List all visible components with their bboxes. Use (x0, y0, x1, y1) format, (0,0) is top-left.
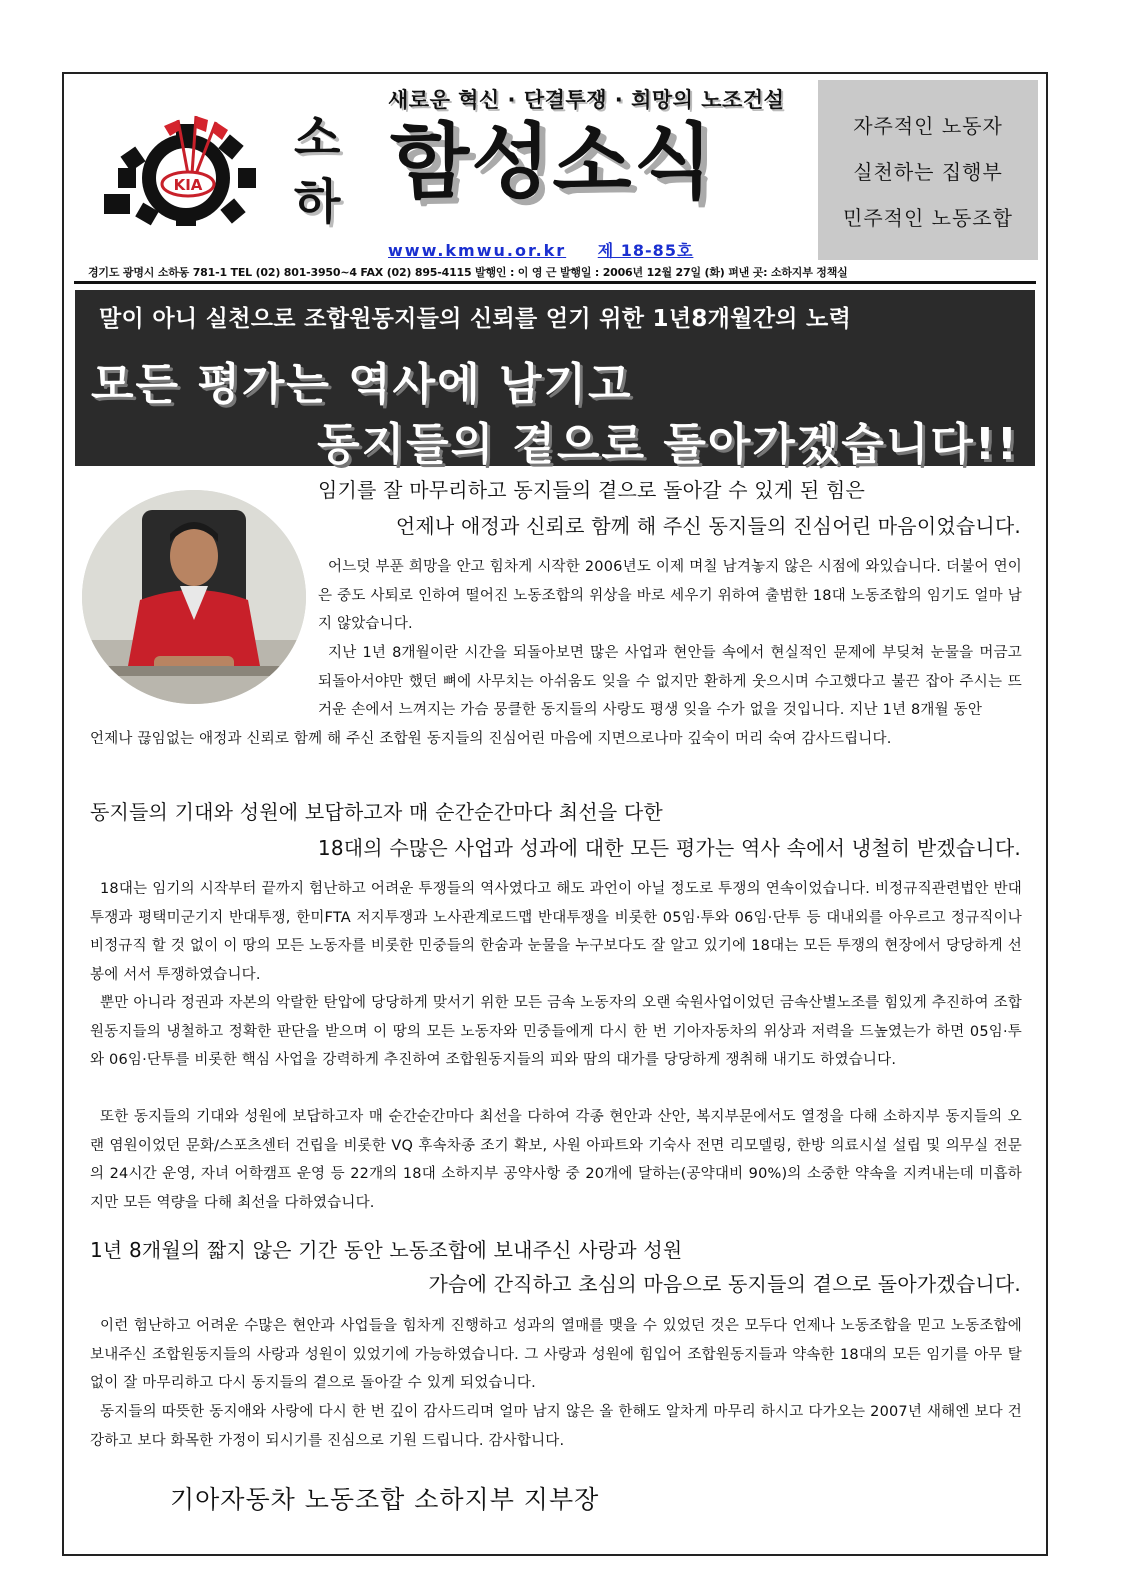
union-logo-gear-icon (104, 110, 256, 226)
motto-box (818, 80, 1038, 260)
section-1-paragraph: 언제나 끊임없는 애정과 신뢰로 함께 해 주신 조합원 동지들의 진심어린 마음에 지면으로나마 깊숙이 머리 숙여 감사드립니다. (90, 730, 892, 747)
newsletter-title: 함성소식 (390, 115, 715, 210)
url-issue-line (388, 238, 693, 261)
section-3-paragraph: 동지들의 따뜻한 동지애와 사랑에 다시 한 번 깊이 감사드리며 얼마 남지 않은 올 한해도 알차게 마무리 하시고 다가오는 2007년 새해엔 보다 건강하고 보다 화목한 가정이 되시기를 진심으로 기원 드립니다. 감사합니다. (90, 1404, 1022, 1449)
signature: 기아자동차 노동조합 소하지부 지부장 (170, 1485, 600, 1514)
section-1-paragraph-wrap: 지난 1년 8개월이란 시간을 되돌아보면 많은 사업과 현안들 속에서 현실적인 문제에 부딪쳐 눈물을 머금고 되돌아서야만 했던 뼈에 사무치는 아쉬움도 잊을 수 없지만 환하게 웃으시며 수고했다고 불끈 잡아 주시는 뜨거운 손에서 느껴지는 가슴 뭉클한 동지들의 사랑도 평생 잊을 수가 없을 것입니다. 지난 1년 8개월 동안 (318, 645, 1022, 718)
issue-number: 제 18-85호 (597, 241, 694, 260)
banner-subtitle: 말이 아니 실천으로 조합원동지들의 신뢰를 얻기 위한 1년8개월간의 노력 (99, 306, 852, 332)
motto-line: 민주적인 노동조합 (843, 206, 1013, 230)
masthead-side-bottom: 하 (294, 174, 341, 230)
header-divider (74, 281, 1036, 284)
logo-text: KIA (173, 176, 203, 194)
banner-headline-2: 동지들의 곁으로 돌아가겠습니다!! (317, 419, 1019, 470)
section-2-title-2: 18대의 수많은 사업과 성과에 대한 모든 평가는 역사 속에서 냉철히 받겠습니다. (317, 836, 1021, 860)
portrait-photo (82, 490, 306, 704)
section-3-title-1: 1년 8개월의 짧지 않은 기간 동안 노동조합에 보내주신 사랑과 성원 (90, 1238, 683, 1262)
section-3-title-2: 가슴에 간직하고 초심의 마음으로 동지들의 곁으로 돌아가겠습니다. (428, 1272, 1021, 1296)
masthead-slogan: 새로운 혁신 · 단결투쟁 · 희망의 노조건설 (388, 88, 785, 112)
headline-banner (75, 290, 1035, 470)
masthead-side-top: 소 (294, 110, 341, 166)
publication-info: 경기도 광명시 소하동 781-1 TEL (02) 801-3950~4 FAX (02) 895-4115 발행인 : 이 영 근 발행일 : 2006년 12월 27일 (화) 펴낸 곳: 소하지부 정책실 (88, 266, 848, 279)
motto-line: 자주적인 노동자 (853, 114, 1003, 138)
section-2-paragraph: 18대는 임기의 시작부터 끝까지 험난하고 어려운 투쟁들의 역사였다고 해도 과언이 아닐 정도로 투쟁의 연속이었습니다. 비정규직관련법안 반대투쟁과 평택미군기지 반대투쟁, 한미FTA 저지투쟁과 노사관계로드맵 반대투쟁을 비롯한 05임·투와 06임·단투 등 대내외를 아우르고 정규직이나 비정규직 할 것 없이 이 땅의 모든 노동자를 비롯한 민중들의 한숨과 눈물을 누구보다도 잘 알고 있기에 18대는 모든 투쟁의 현장에서 당당하게 선봉에 서서 투쟁하였습니다. (90, 881, 1022, 983)
section-2-paragraph: 또한 동지들의 기대와 성원에 보답하고자 매 순간순간마다 최선을 다하여 각종 현안과 산안, 복지부문에서도 열정을 다해 소하지부 동지들의 오랜 염원이었던 문화/스포츠센터 건립을 비롯한 VQ 후속차종 조기 확보, 사원 아파트와 기숙사 전면 리모델링, 한방 의료시설 설립 및 의무실 전문의 24시간 운영, 자녀 어학캠프 운영 등 22개의 18대 소하지부 공약사항 중 20개에 달하는(공약대비 90%)의 소중한 약속을 지켜내는데 미흡하지만 모든 역량을 다해 최선을 다하였습니다. (90, 1109, 1022, 1211)
section-1-title-1: 임기를 잘 마무리하고 동지들의 곁으로 돌아갈 수 있게 된 힘은 (318, 478, 866, 502)
motto-line: 실천하는 집행부 (853, 160, 1003, 184)
section-3-paragraph: 이런 험난하고 어려운 수많은 현안과 사업들을 힘차게 진행하고 성과의 열매를 맺을 수 있었던 것은 모두다 언제나 노동조합을 믿고 노동조합에 보내주신 조합원동지들의 사랑과 성원이 있었기에 가능하였습니다. 그 사랑과 성원에 힘입어 조합원동지들과 약속한 18대의 모든 임기를 아무 탈 없이 잘 마무리하고 다시 동지들의 곁으로 돌아갈 수 있게 되었습니다. (90, 1318, 1022, 1391)
section-2-paragraph: 뿐만 아니라 정권과 자본의 악랄한 탄압에 당당하게 맞서기 위한 모든 금속 노동자의 오랜 숙원사업이었던 금속산별노조를 힘있게 추진하여 조합원동지들의 냉철하고 정확한 판단을 받으며 이 땅의 모든 노동자와 민중들에게 다시 한 번 기아자동차의 위상과 저력을 드높였는가 하면 05임·투와 06임·단투를 비롯한 핵심 사업을 강력하게 추진하여 조합원동지들의 피와 땀의 대가를 당당하게 쟁취해 내기도 하였습니다. (90, 995, 1022, 1068)
website-link[interactable]: www.kmwu.or.kr (388, 241, 567, 260)
section-1-title-2: 언제나 애정과 신뢰로 함께 해 주신 동지들의 진심어린 마음이었습니다. (395, 514, 1021, 538)
section-1-paragraph: 어느덧 부푼 희망을 안고 힘차게 시작한 2006년도 이제 며칠 남겨놓지 않은 시점에 와있습니다. 더불어 연이은 중도 사퇴로 인하여 떨어진 노동조합의 위상을 바로 세우기 위하여 출범한 18대 노동조합의 임기도 얼마 남지 않았습니다. (318, 559, 1022, 632)
banner-headline-1: 모든 평가는 역사에 남기고 (91, 359, 633, 410)
section-2-title-1: 동지들의 기대와 성원에 보답하고자 매 순간순간마다 최선을 다한 (90, 800, 663, 824)
